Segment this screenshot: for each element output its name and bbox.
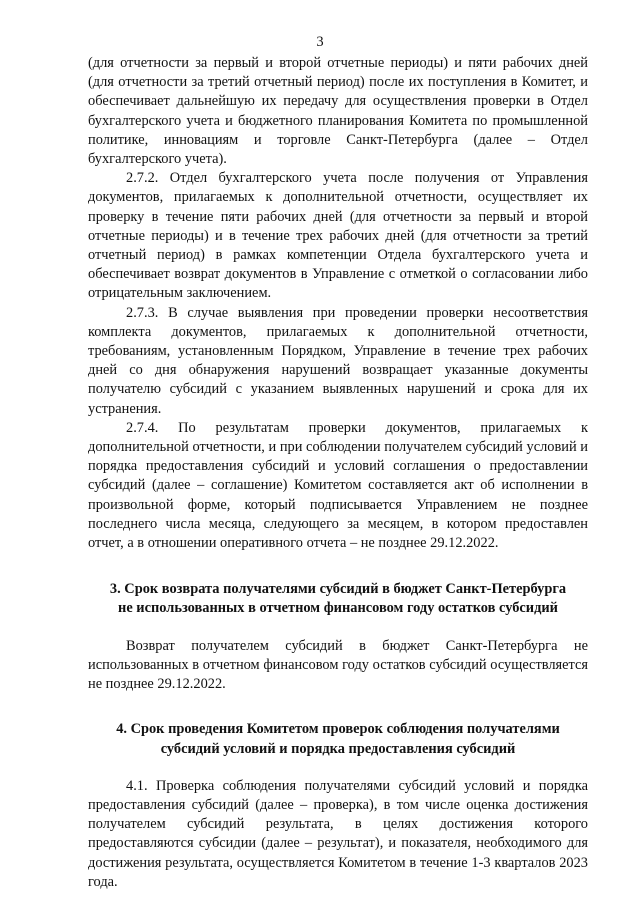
page-number: 3 <box>316 34 324 50</box>
section-3-heading-line2: не использованных в отчетном финансовом году остатков субсидий <box>118 600 558 617</box>
paragraph-4-1: 4.1. Проверка соблюдения получателями субсидий условий и порядка предоставления субсидий (далее – проверка), в том числе оценка достижения получателем субсидий результата, в целях достижения которого предоставляются субсидии (далее – результат), и показателя, необходимого для достижения результата, осуществляется Комитетом в течение 1-3 кварталов 2023 года. <box>88 777 588 890</box>
document-body <box>88 54 588 892</box>
section-3-heading-line1: 3. Срок возврата получателями субсидий в бюджет Санкт-Петербурга <box>109 581 567 598</box>
paragraph-2-7-3: 2.7.3. В случае выявления при проведении проверки несоответствия комплекта документов, прилагаемых к дополнительной отчетности, требованиям, установленным Порядком, Управление в течение трех рабочих дней со дня обнаружения нарушений возвращает указанные документы получателю субсидий с указанием выявленных нарушений и срока для их устранения. <box>88 304 588 417</box>
section-4-heading <box>88 720 588 758</box>
paragraph-3: Возврат получателем субсидий в бюджет Санкт-Петербурга не использованных в отчетном финансовом году остатков субсидий осуществляется не позднее 29.12.2022. <box>88 637 588 693</box>
section-3-heading <box>88 580 588 618</box>
section-4-heading-line2: субсидий условий и порядка предоставления субсидий <box>160 740 516 757</box>
section-4-heading-line1: 4. Срок проведения Комитетом проверок соблюдения получателями <box>116 721 560 738</box>
paragraph-2-7-2: 2.7.2. Отдел бухгалтерского учета после получения от Управления документов, прилагаемых к дополнительной отчетности, осуществляет их проверку в течение пяти рабочих дней (для отчетности за первый и второй отчетные периоды) и в течение трех рабочих дней (для отчетности за третий отчетный период) в рамках компетенции Отдела бухгалтерского учета и обеспечивает возврат документов в Управление с отметкой о согласовании либо отрицательным заключением. <box>88 170 588 302</box>
paragraph-continuation: (для отчетности за первый и второй отчетные периоды) и пяти рабочих дней (для отчетности за третий отчетный период) после их поступления в Комитет, и обеспечивает дальнейшую их передачу для осуществления проверки в Отдел бухгалтерского учета и бюджетного планирования Комитета по промышленной политике, инновациям и торговле Санкт-Петербурга (далее – Отдел бухгалтерского учета). <box>88 55 588 168</box>
paragraph-2-7-4: 2.7.4. По результатам проверки документов, прилагаемых к дополнительной отчетности, и при соблюдении получателем субсидий условий и порядка предоставления субсидий и условий соглашения о предоставлении субсидий (далее – соглашение) Комитетом составляется акт об исполнении в произвольной форме, который подписывается Управлением не позднее последнего числа месяца, следующего за месяцем, в котором предоставлен отчет, а в отношении оперативного отчета – не позднее 29.12.2022. <box>88 419 588 552</box>
